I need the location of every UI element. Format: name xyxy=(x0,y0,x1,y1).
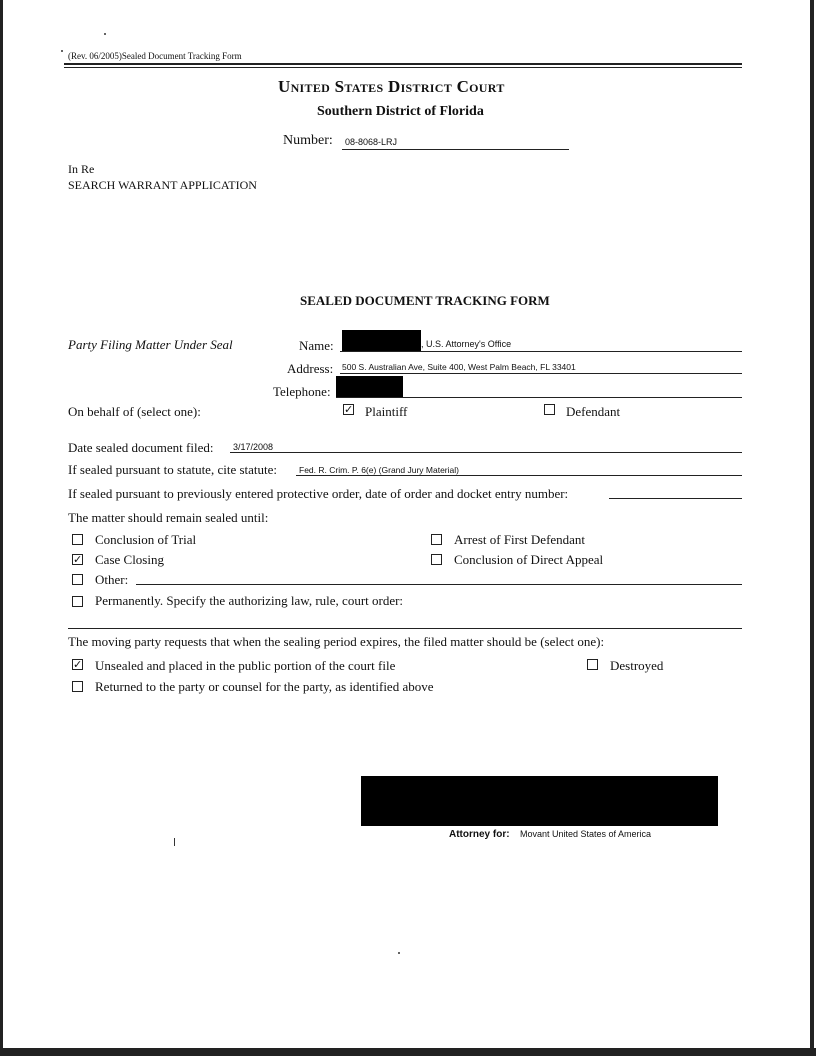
unsealed-label: Unsealed and placed in the public portion of the court file xyxy=(95,658,396,673)
case-closing-label: Case Closing xyxy=(95,552,164,567)
expiry-label: The moving party requests that when the sealing period expires, the filed matter should be (select one): xyxy=(68,634,605,649)
conclusion-of-trial-label: Conclusion of Trial xyxy=(95,532,197,547)
case-number-line xyxy=(342,149,569,150)
telephone-label: Telephone: xyxy=(273,384,331,399)
caption-in-re: In Re xyxy=(68,162,95,176)
scan-speck xyxy=(104,33,106,35)
court-name: United States District Court xyxy=(278,77,505,96)
header-rule-thin xyxy=(64,67,742,68)
form-title: SEALED DOCUMENT TRACKING FORM xyxy=(300,293,550,308)
permanently-checkbox[interactable] xyxy=(72,596,83,607)
page-border-left xyxy=(0,0,3,1056)
protective-order-label: If sealed pursuant to previously entered protective order, date of order and docket entry number: xyxy=(68,486,569,501)
name-line xyxy=(340,351,742,352)
redacted-signature xyxy=(361,776,718,826)
direct-appeal-checkbox[interactable] xyxy=(431,554,442,565)
behalf-label: On behalf of (select one): xyxy=(68,404,201,419)
case-closing-checkbox[interactable]: ✓ xyxy=(73,553,83,566)
redacted-name xyxy=(342,330,421,352)
header-rule xyxy=(64,63,742,65)
other-line xyxy=(136,584,742,585)
destroyed-checkbox[interactable] xyxy=(587,659,598,670)
plaintiff-label: Plaintiff xyxy=(365,404,408,419)
arrest-checkbox[interactable] xyxy=(431,534,442,545)
case-number-value: 08-8068-LRJ xyxy=(345,137,398,147)
name-value: , U.S. Attorney's Office xyxy=(421,339,512,349)
page-border-bottom xyxy=(0,1048,816,1056)
returned-checkbox[interactable] xyxy=(72,681,83,692)
address-line xyxy=(340,373,742,374)
protective-order-line xyxy=(609,498,742,499)
statute-label: If sealed pursuant to statute, cite statute: xyxy=(68,462,278,477)
other-checkbox[interactable] xyxy=(72,574,83,585)
address-value: 500 S. Australian Ave, Suite 400, West Palm Beach, FL 33401 xyxy=(342,362,576,372)
scan-mark xyxy=(174,838,175,846)
conclusion-of-trial-checkbox[interactable] xyxy=(72,534,83,545)
destroyed-label: Destroyed xyxy=(610,658,664,673)
other-label: Other: xyxy=(95,572,129,587)
permanently-line xyxy=(68,628,742,629)
unsealed-checkbox[interactable]: ✓ xyxy=(73,658,83,671)
page-border-right xyxy=(810,0,814,1056)
case-number-label: Number: xyxy=(283,133,333,148)
statute-value: Fed. R. Crim. P. 6(e) (Grand Jury Material) xyxy=(299,465,459,475)
plaintiff-checkbox[interactable]: ✓ xyxy=(344,403,354,416)
district-name: Southern District of Florida xyxy=(317,104,484,119)
remain-sealed-label: The matter should remain sealed until: xyxy=(68,510,269,525)
scan-speck xyxy=(398,952,400,954)
date-filed-label: Date sealed document filed: xyxy=(68,440,214,455)
telephone-line xyxy=(336,397,742,398)
name-label: Name: xyxy=(299,338,334,353)
permanently-label: Permanently. Specify the authorizing law, rule, court order: xyxy=(95,593,404,608)
arrest-label: Arrest of First Defendant xyxy=(454,532,586,547)
redacted-telephone xyxy=(336,376,403,397)
scan-speck xyxy=(61,50,63,52)
returned-label: Returned to the party or counsel for the party, as identified above xyxy=(95,679,434,694)
caption-matter: SEARCH WARRANT APPLICATION xyxy=(68,178,257,192)
defendant-checkbox[interactable] xyxy=(544,404,555,415)
attorney-for-value: Movant United States of America xyxy=(520,829,652,839)
defendant-label: Defendant xyxy=(566,404,621,419)
date-filed-line xyxy=(230,452,742,453)
direct-appeal-label: Conclusion of Direct Appeal xyxy=(454,552,604,567)
attorney-for-label: Attorney for: xyxy=(449,829,510,840)
revision-note: (Rev. 06/2005)Sealed Document Tracking Form xyxy=(68,51,242,61)
address-label: Address: xyxy=(287,361,334,376)
statute-line xyxy=(296,475,742,476)
party-section-label: Party Filing Matter Under Seal xyxy=(68,337,233,352)
date-filed-value: 3/17/2008 xyxy=(233,442,274,452)
